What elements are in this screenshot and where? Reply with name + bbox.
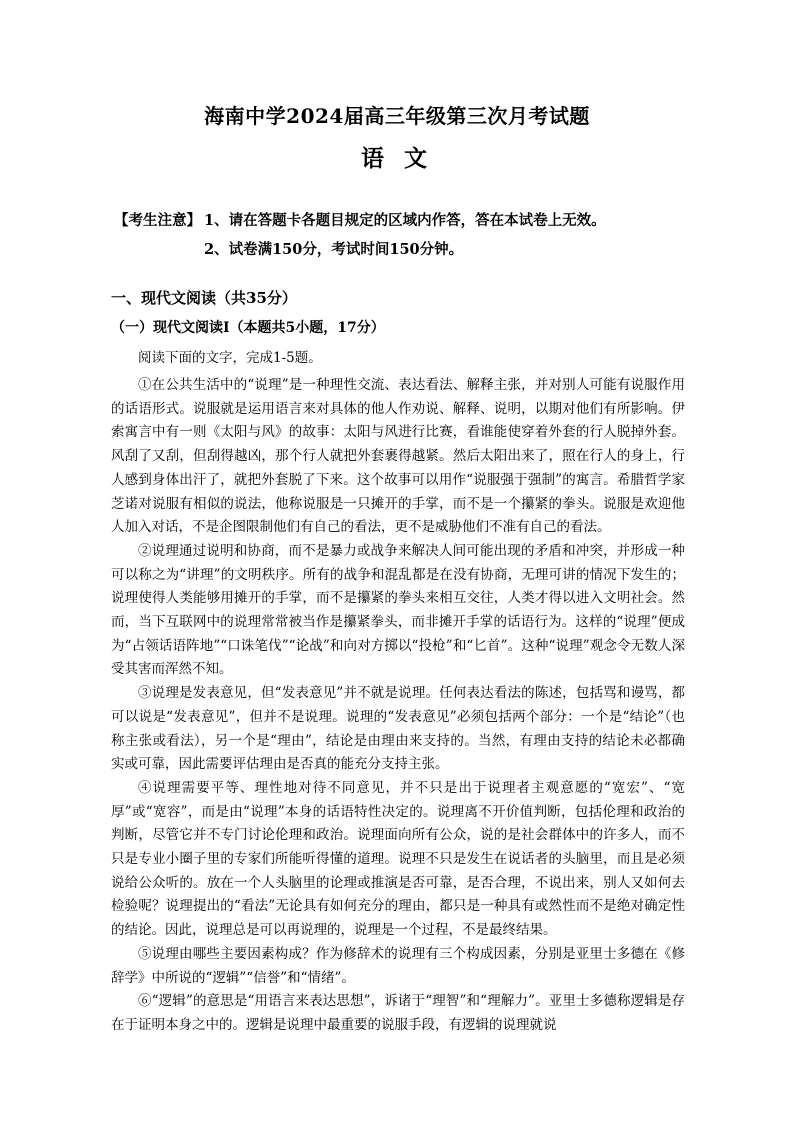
notice-line-1 — [114, 209, 606, 230]
subject-title: 语 文 — [360, 145, 433, 172]
notice-item-1: 1、请在答题卡各题目规定的区域内作答，答在本试卷上无效。 — [204, 212, 606, 229]
section-heading: 一、现代文阅读（共35分） — [111, 289, 297, 307]
reading-instruction: 阅读下面的文字，完成1-5题。 — [138, 350, 322, 366]
exam-title: 海南中学2024届高三年级第三次月考试题 — [204, 104, 590, 128]
passage-paragraph-2: ②说理通过说明和协商，而不是暴力或战争来解决人间可能出现的矛盾和冲突，并形成一种可以称之为“讲理”的文明秩序。所有的战争和混乱都是在没有协商，无理可讲的情况下发生的；说理使得人类能够用摊开的手掌，而不是攥紧的拳头来相互交往，人类才得以进入文明社会。然而，当下互联网中的说理常常被当作是攥紧拳头，而非摊开手掌的话语行为。这样的“说理”便成为“占领话语阵地”“口诛笔伐”“论战”和向对方掷以“投枪”和“匕首”。这种“说理”观念令无数人深受其害而浑然不知。 — [111, 542, 685, 678]
passage-paragraph-3: ③说理是发表意见，但“发表意见”并不就是说理。任何表达看法的陈述，包括骂和谩骂，都可以说是“发表意见”，但并不是说理。说理的“发表意见”必须包括两个部分：一个是“结论”（也称主张或看法），另一个是“理由”，结论是由理由来支持的。当然，有理由支持的结论未必都确实或可靠，因此需要评估理由是否真的能充分支持主张。 — [111, 685, 685, 773]
passage-paragraph-4: ④说理需要平等、理性地对待不同意见，并不只是出于说理者主观意愿的“宽宏”、“宽厚”或“宽容”，而是由“说理”本身的话语特性决定的。说理离不开价值判断，包括伦理和政治的判断，尽管它并不专门讨论伦理和政治。说理面向所有公众，说的是社会群体中的许多人，而不只是专业小圈子里的专家们所能听得懂的道理。说理不只是发生在说话者的头脑里，而且是必须说给公众听的。放在一个人头脑里的论理或推演是否可靠，是否合理，不说出来，别人又如何去检验呢？说理提出的“看法”无论具有如何充分的理由，都只是一种具有或然性而不是绝对确定性的结论。因此，说理总是可以再说理的，说理是一个过程，不是最终结果。 — [111, 779, 685, 939]
passage-paragraph-6: ⑥“逻辑”的意思是“用语言来表达思想”，诉诸于“理智”和“理解力”。亚里士多德称逻辑是存在于证明本身之中的。逻辑是说理中最重要的说服手段，有逻辑的说理就说 — [111, 993, 685, 1033]
notice-line-2 — [114, 238, 463, 259]
passage-paragraph-1: ①在公共生活中的“说理”是一种理性交流、表达看法、解释主张，并对别人可能有说服作用的话语形式。说服就是运用语言来对具体的他人作劝说、解释、说明，以期对他们有所影响。伊索寓言中有一则《太阳与风》的故事：太阳与风进行比赛，看谁能使穿着外套的行人脱掉外套。风刮了又刮，但刮得越凶，那个行人就把外套裹得越紧。然后太阳出来了，照在行人的身上，行人感到身体出汗了，就把外套脱了下来。这个故事可以用作“说服强于强制”的寓言。希腊哲学家芝诺对说服有相似的说法，他称说服是一只摊开的手掌，而不是一个攥紧的拳头。说服是欢迎他人加入对话，不是企图限制他们有自己的看法，更不是威胁他们不准有自己的看法。 — [111, 377, 685, 536]
reading-passage — [111, 374, 685, 1038]
passage-paragraph-5: ⑤说理由哪些主要因素构成？作为修辞术的说理有三个构成因素，分别是亚里士多德在《修辞学》中所说的“逻辑”“信誉”和“情绪”。 — [111, 945, 685, 986]
subsection-heading: （一）现代文阅读Ⅰ（本题共5小题，17分） — [111, 320, 385, 336]
notice-label: 【考生注意】 — [114, 212, 201, 229]
notice-item-2: 2、试卷满150分，考试时间150分钟。 — [204, 241, 464, 258]
